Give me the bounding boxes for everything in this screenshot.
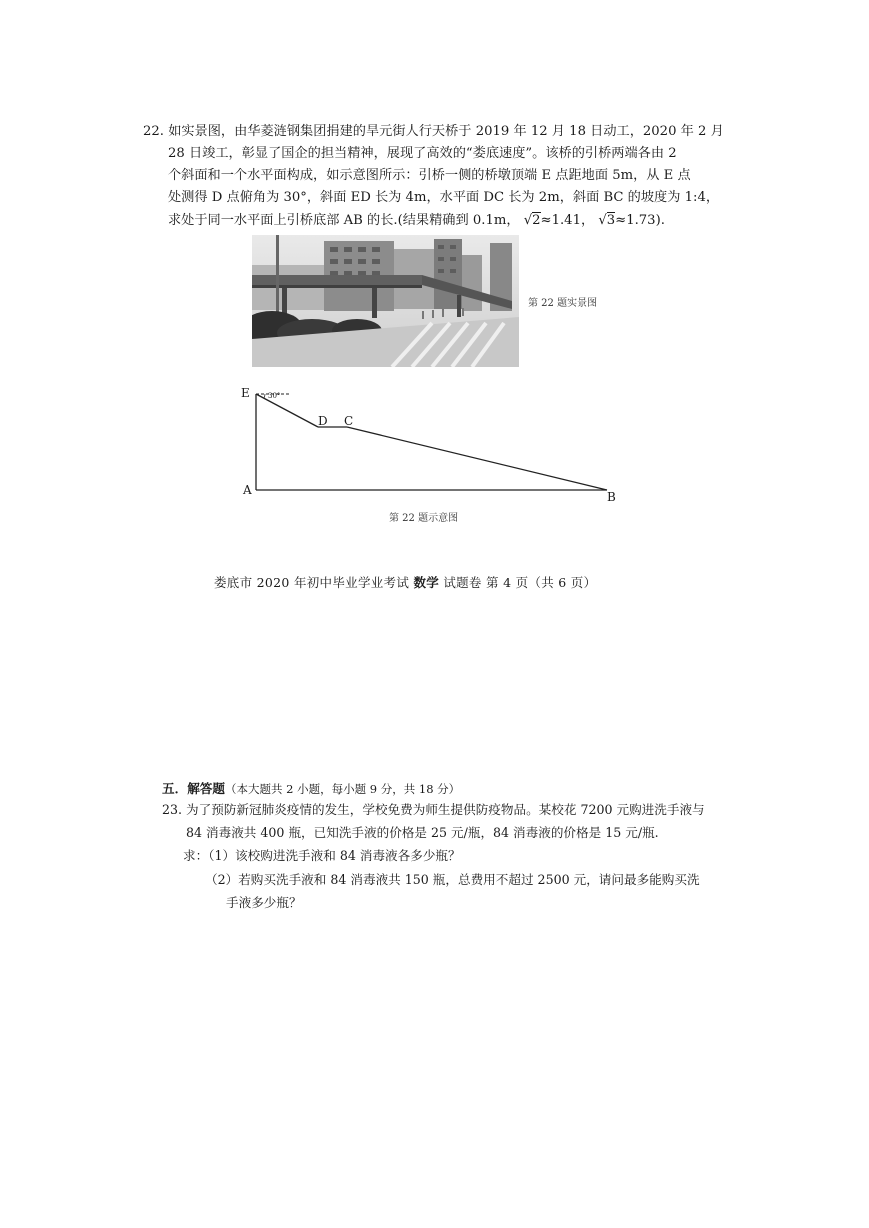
bridge-photo [252, 235, 519, 367]
diagram-caption: 第 22 题示意图 [389, 513, 459, 524]
q22-text-5: 求处于同一水平面上引桥底部 AB 的长.(结果精确到 0.1m， [168, 213, 520, 228]
sqrt3-expression: √3≈1.73). [598, 213, 665, 228]
q22-line-1 [143, 121, 724, 143]
label-E: E [241, 386, 250, 400]
section-heading [162, 778, 460, 797]
q23-line-1: 23. 为了预防新冠肺炎疫情的发生，学校免费为师生提供防疫物品。某校花 7200 元购进洗手液与 [162, 802, 705, 817]
q23-ask-2: （2）若购买洗手液和 84 消毒液共 150 瓶，总费用不超过 2500 元，请问最多能购买洗 [205, 872, 700, 887]
q22-number: 22. [143, 124, 164, 139]
q23-line-2: 84 消毒液共 400 瓶，已知洗手液的价格是 25 元/瓶，84 消毒液的价格是 15 元/瓶. [186, 825, 659, 840]
q22-line-2: 28 日竣工，彰显了国企的担当精神，展现了高效的“娄底速度”。该桥的引桥两端各由 2 [168, 146, 677, 161]
label-B: B [607, 490, 616, 504]
bridge-diagram [235, 383, 625, 508]
q22-line-3: 个斜面和一个水平面构成，如示意图所示：引桥一侧的桥墩顶端 E 点距地面 5m，从 E 点 [168, 168, 691, 183]
label-D: D [318, 414, 328, 428]
q22-line-5 [168, 210, 665, 232]
sqrt2-expression: √2≈1.41， [523, 213, 595, 228]
section-label: 五．解答题 [162, 781, 225, 796]
segment-CB [347, 427, 607, 490]
label-angle: 30° [268, 392, 281, 400]
section-note: （本大题共 2 小题，每小题 9 分，共 18 分） [224, 782, 461, 796]
segment-ED [256, 394, 318, 427]
q22-line-4: 处测得 D 点俯角为 30°，斜面 ED 长为 4m，水平面 DC 长为 2m，斜面 BC 的坡度为 1:4， [168, 190, 720, 205]
q23-ask-2b: 手液多少瓶？ [226, 895, 302, 910]
angle-arc [264, 394, 265, 398]
footer-subject: 数学 [413, 575, 440, 590]
q22-text-1: 如实景图，由华菱涟钢集团捐建的旱元街人行天桥于 2019 年 12 月 18 日动工，2020 年 2 月 [168, 124, 724, 139]
page-footer: 娄底市 2020 年初中毕业学业考试 数学 试题卷 第 4 页（共 6 页） [214, 575, 597, 590]
label-C: C [344, 414, 354, 428]
label-A: A [243, 483, 252, 497]
photo-caption: 第 22 题实景图 [528, 298, 598, 309]
q23-ask-1: 求：（1）该校购进洗手液和 84 消毒液各多少瓶？ [183, 848, 461, 863]
